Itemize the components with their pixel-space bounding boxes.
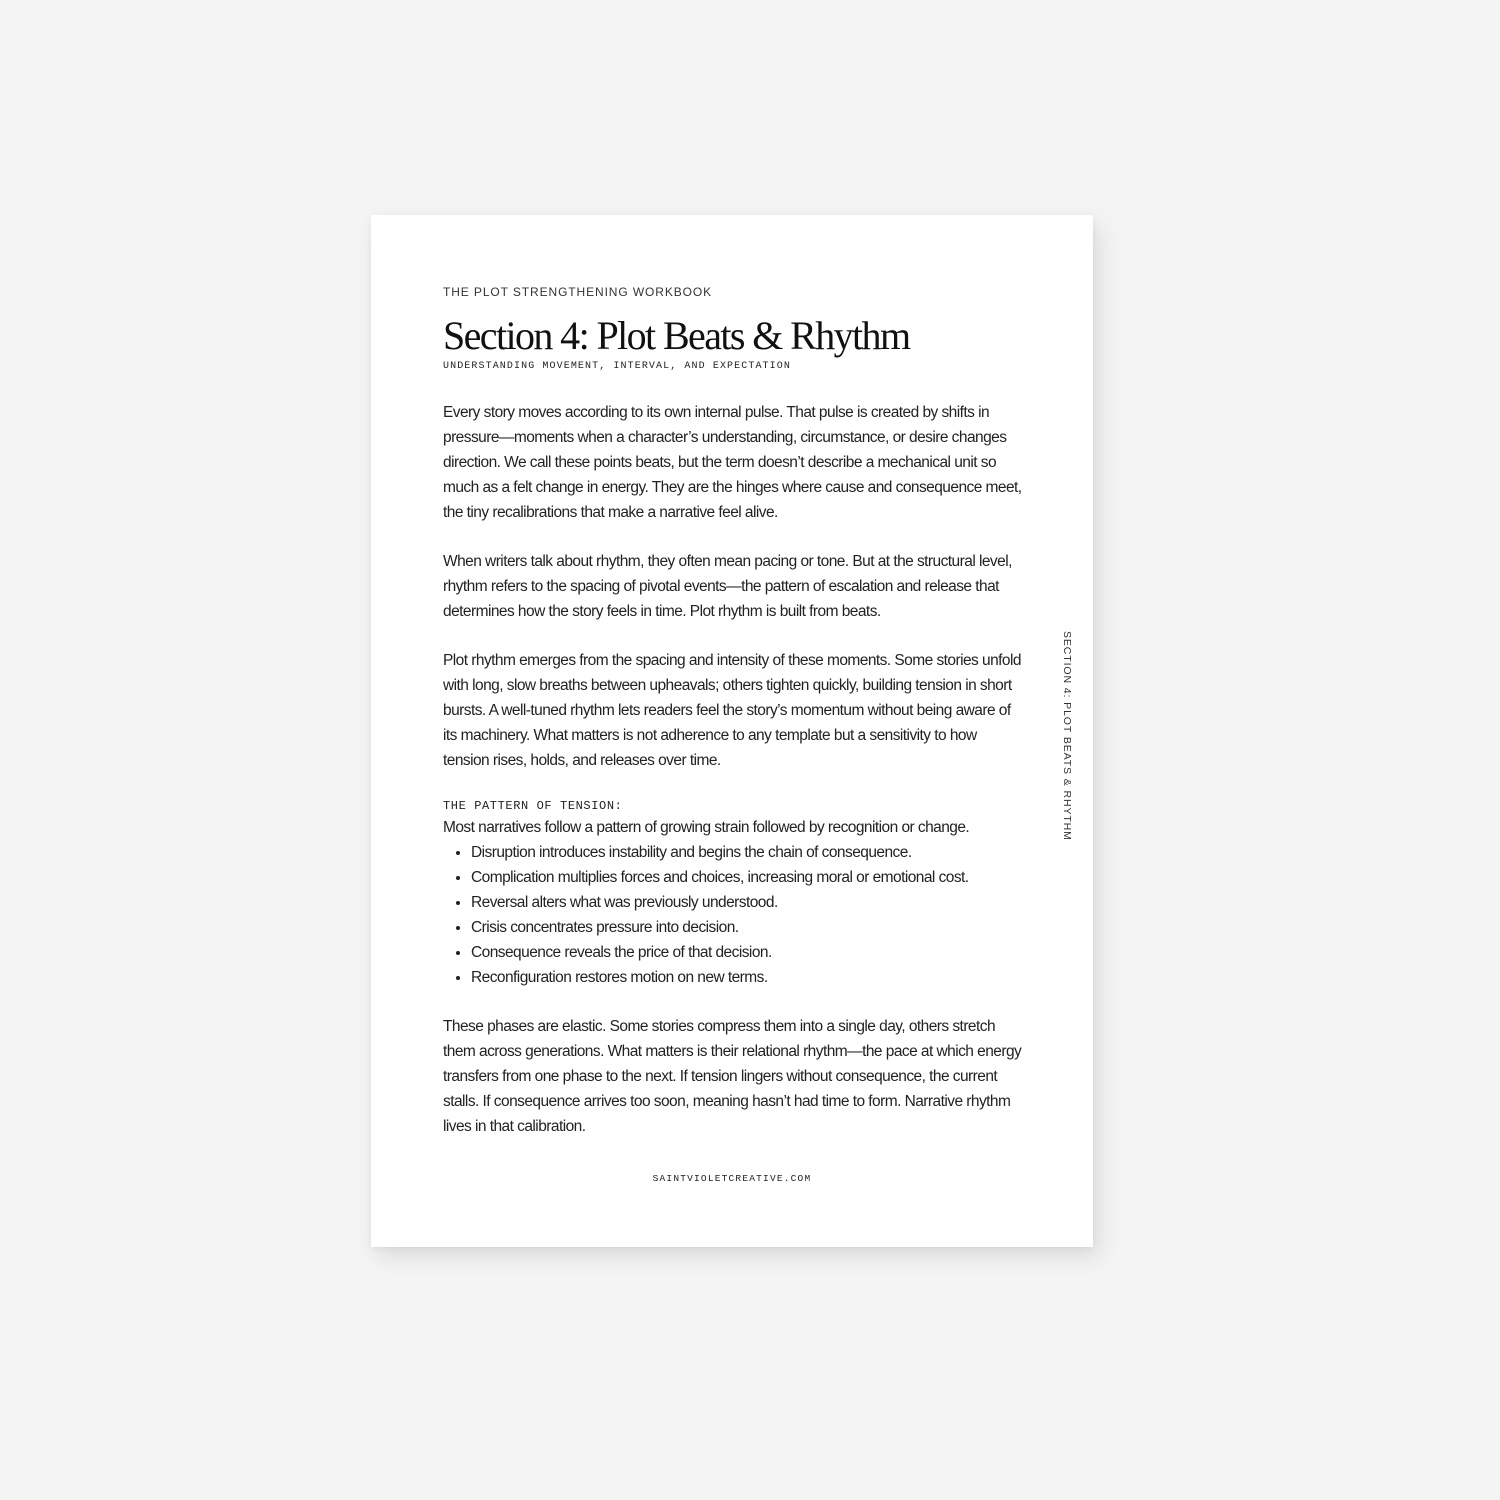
list-item: • Consequence reveals the price of that decision. (471, 940, 1023, 965)
closing-paragraph: These phases are elastic. Some stories compress them into a single day, others stretch them across generations. What matters is their relational rhythm—the pace at which energy transfers from one phase to the next. If tension lingers without consequence, the current stalls. If consequence arrives too soon, meaning hasn’t had time to form. Narrative rhythm lives in that calibration. (443, 1018, 1022, 1135)
pattern-heading: THE PATTERN OF TENSION: (443, 799, 623, 813)
pattern-list (443, 840, 1023, 990)
workbook-label: THE PLOT STRENGTHENING WORKBOOK (443, 285, 713, 299)
list-item: • Reconfiguration restores motion on new terms. (471, 965, 1023, 990)
body-paragraph: Every story moves according to its own internal pulse. That pulse is created by shifts in pressure—moments when a character’s understanding, circumstance, or desire changes direction. We call these points beats, but the term doesn’t describe a mechanical unit so much as a felt change in energy. They are the hinges where cause and consequence meet, the tiny recalibrations that make a narrative feel alive. (443, 404, 1022, 521)
body-paragraph: Plot rhythm emerges from the spacing and intensity of these moments. Some stories unfold with long, slow breaths between upheavals; others tighten quickly, building tension in short bursts. A well-tuned rhythm lets readers feel the story’s momentum without being aware of its machinery. What matters is not adherence to any template but a sensitivity to how tension rises, holds, and releases over time. (443, 652, 1021, 769)
workbook-page (371, 215, 1093, 1247)
list-item: • Disruption introduces instability and begins the chain of consequence. (471, 840, 1023, 865)
list-item: • Complication multiplies forces and choices, increasing moral or emotional cost. (471, 865, 1023, 890)
side-section-label: SECTION 4: PLOT BEATS & RHYTHM (1061, 631, 1073, 841)
page-content (443, 285, 1023, 1139)
list-item: • Crisis concentrates pressure into decision. (471, 915, 1023, 940)
pattern-intro: Most narratives follow a pattern of growing strain followed by recognition or change. (443, 819, 970, 836)
footer-website: SAINTVIOLETCREATIVE.COM (652, 1173, 812, 1184)
page-subtitle: UNDERSTANDING MOVEMENT, INTERVAL, AND EXPECTATION (443, 361, 791, 372)
page-title: Section 4: Plot Beats & Rhythm (443, 313, 910, 358)
body-paragraph: When writers talk about rhythm, they often mean pacing or tone. But at the structural level, rhythm refers to the spacing of pivotal events—the pattern of escalation and release that determines how the story feels in time. Plot rhythm is built from beats. (443, 553, 1012, 620)
list-item: • Reversal alters what was previously understood. (471, 890, 1023, 915)
